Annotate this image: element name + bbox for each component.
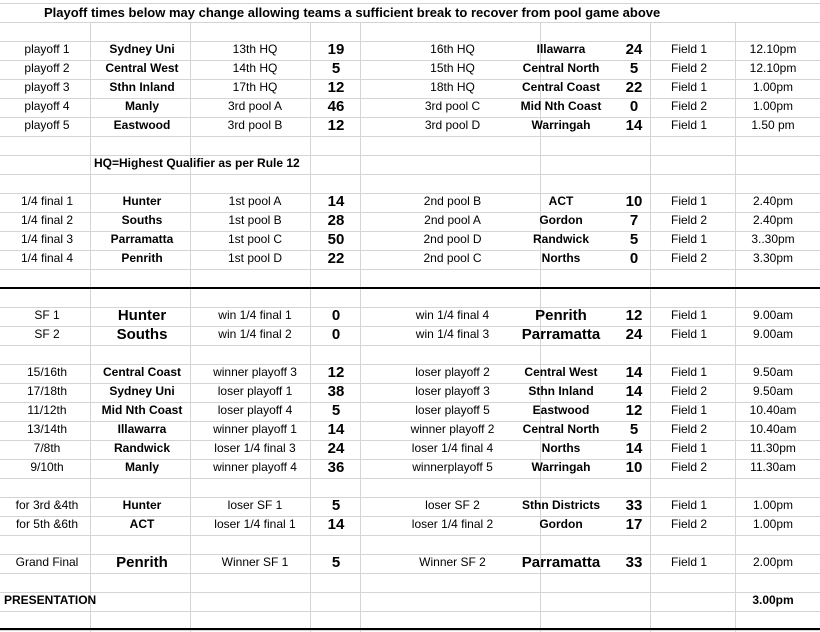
grid-hline [0,592,820,593]
quarter-finals-game-label: 1/4 final 2 [20,213,74,227]
playoffs-away-team: Warringah [531,118,591,132]
placings-home-score: 24 [327,440,345,457]
semi-finals-home-qualifier: win 1/4 final 1 [218,308,292,322]
playoffs-game-label: playoff 1 [24,42,70,56]
quarter-finals-away-team: Gordon [539,213,583,227]
quarter-finals-away-team: Norths [541,251,581,265]
semi-finals-away-score: 24 [625,326,643,343]
placings-away-team: Warringah [531,460,591,474]
quarter-finals-home-team: Souths [121,213,163,227]
playoffs-field-label: Field 1 [670,42,708,56]
minor-finals-field-label: Field 2 [670,517,708,531]
minor-finals-home-qualifier: loser SF 1 [227,498,283,512]
grid-vline [735,22,736,632]
quarter-finals-away-score: 5 [629,231,639,248]
playoffs-home-score: 12 [327,79,345,96]
semi-finals-game-label: SF 1 [34,308,60,322]
minor-finals-away-qualifier: loser SF 2 [425,498,480,512]
placings-field-label: Field 2 [670,384,708,398]
playoffs-home-score: 19 [327,41,345,58]
minor-finals-home-score: 14 [327,516,345,533]
quarter-finals-home-qualifier: 1st pool B [228,213,282,227]
grid-vline [360,22,361,632]
quarter-finals-field-label: Field 2 [670,213,708,227]
semi-finals-away-team: Penrith [535,307,587,324]
quarter-finals-home-team: Parramatta [110,232,174,246]
playoffs-start-time: 12.10pm [749,42,797,56]
quarter-finals-away-qualifier: 2nd pool A [424,213,481,227]
semi-finals-away-score: 12 [625,307,643,324]
minor-finals-away-score: 17 [625,516,643,533]
playoffs-away-qualifier: 16th HQ [430,42,475,56]
placings-away-score: 14 [625,440,643,457]
grid-hline [0,174,820,175]
grand-final-home-team: Penrith [116,554,168,571]
playoffs-home-qualifier: 3rd pool A [227,99,283,113]
playoffs-away-score: 14 [625,117,643,134]
placings-field-label: Field 2 [670,422,708,436]
placings-game-label: 15/16th [26,365,68,379]
minor-finals-start-time: 1.00pm [752,517,794,531]
grand-final-game-label: Grand Final [15,555,79,569]
quarter-finals-home-qualifier: 1st pool C [227,232,283,246]
semi-finals-home-team: Hunter [117,307,167,324]
minor-finals-game-label: for 5th &6th [15,517,79,531]
playoffs-away-team: Mid Nth Coast [520,99,602,113]
placings-field-label: Field 1 [670,441,708,455]
placings-home-team: Mid Nth Coast [101,403,183,417]
placings-away-qualifier: winnerplayoff 5 [412,460,493,474]
quarter-finals-home-qualifier: 1st pool A [228,194,282,208]
placings-game-label: 9/10th [30,460,64,474]
playoffs-away-score: 0 [629,98,639,115]
grand-final-away-team: Parramatta [521,554,601,571]
placings-field-label: Field 1 [670,365,708,379]
quarter-finals-home-score: 14 [327,193,345,210]
minor-finals-home-qualifier: loser 1/4 final 1 [214,517,296,531]
placings-home-team: Manly [124,460,159,474]
quarter-finals-start-time: 3.30pm [752,251,794,265]
placings-home-qualifier: loser 1/4 final 3 [214,441,296,455]
playoffs-away-qualifier: 18th HQ [430,80,475,94]
semi-finals-home-qualifier: win 1/4 final 2 [218,327,292,341]
presentation-time: 3.00pm [752,593,794,607]
placings-home-qualifier: loser playoff 4 [217,403,293,417]
grid-hline [0,611,820,612]
semi-finals-home-score: 0 [331,326,341,343]
playoffs-away-team: Central Coast [521,80,601,94]
placings-away-score: 5 [629,421,639,438]
playoffs-home-qualifier: 14th HQ [232,61,278,75]
quarter-finals-home-qualifier: 1st pool D [227,251,283,265]
placings-game-label: 7/8th [33,441,61,455]
quarter-finals-field-label: Field 1 [670,194,708,208]
placings-away-qualifier: winner playoff 2 [410,422,495,436]
placings-away-team: Norths [541,441,581,455]
playoffs-game-label: playoff 4 [24,99,70,113]
grid-vline [310,22,311,632]
playoffs-home-team: Sydney Uni [109,42,175,56]
placings-field-label: Field 1 [670,403,708,417]
quarter-finals-away-score: 0 [629,250,639,267]
placings-game-label: 13/14th [26,422,68,436]
semi-finals-game-label: SF 2 [34,327,60,341]
playoffs-home-team: Sthn Inland [109,80,175,94]
grand-final-home-qualifier: Winner SF 1 [221,555,289,569]
placings-away-score: 14 [625,383,643,400]
quarter-finals-away-team: Randwick [532,232,589,246]
grid-hline [0,269,820,270]
placings-away-score: 14 [625,364,643,381]
quarter-finals-field-label: Field 1 [670,232,708,246]
semi-finals-field-label: Field 1 [670,327,708,341]
minor-finals-home-team: ACT [129,517,155,531]
page-title: Playoff times below may change allowing teams a sufficient break to recover from pool game above [44,5,661,20]
placings-away-score: 12 [625,402,643,419]
playoffs-away-team: Central North [522,61,600,75]
placings-game-label: 11/12th [27,403,67,417]
minor-finals-away-qualifier: loser 1/4 final 2 [411,517,494,531]
grid-hline [0,478,820,479]
semi-finals-start-time: 9.00am [752,327,794,341]
playoffs-field-label: Field 2 [670,99,708,113]
section-divider [0,287,820,289]
quarter-finals-away-qualifier: 2nd pool B [423,194,482,208]
semi-finals-home-score: 0 [331,307,341,324]
playoffs-home-team: Eastwood [113,118,171,132]
placings-home-team: Illawarra [117,422,167,436]
minor-finals-home-score: 5 [331,497,341,514]
grand-final-start-time: 2.00pm [752,555,794,569]
playoffs-start-time: 1.00pm [752,80,794,94]
placings-start-time: 9.50am [752,365,794,379]
quarter-finals-home-team: Hunter [122,194,162,208]
placings-home-score: 38 [327,383,345,400]
placings-away-team: Eastwood [532,403,590,417]
playoffs-game-label: playoff 2 [24,61,70,75]
quarter-finals-home-team: Penrith [121,251,163,265]
grand-final-field-label: Field 1 [670,555,708,569]
placings-start-time: 10.40am [749,403,797,417]
minor-finals-away-team: Gordon [539,517,583,531]
playoffs-home-score: 46 [327,98,345,115]
playoffs-start-time: 1.00pm [752,99,794,113]
grid-hline [0,630,820,631]
grid-hline [0,22,820,23]
grand-final-away-score: 33 [625,554,643,571]
playoffs-away-team: Illawarra [536,42,586,56]
semi-finals-field-label: Field 1 [670,308,708,322]
playoffs-away-qualifier: 15th HQ [430,61,475,75]
presentation-label: PRESENTATION [4,593,97,607]
playoffs-home-team: Central West [105,61,179,75]
playoffs-start-time: 1.50 pm [751,118,795,132]
minor-finals-field-label: Field 1 [670,498,708,512]
playoffs-game-label: playoff 5 [24,118,70,132]
playoffs-start-time: 12.10pm [749,61,797,75]
placings-game-label: 17/18th [26,384,68,398]
playoffs-away-qualifier: 3rd pool D [424,118,481,132]
playoffs-field-label: Field 1 [670,118,708,132]
quarter-finals-field-label: Field 2 [670,251,708,265]
placings-home-qualifier: winner playoff 1 [213,422,297,436]
quarter-finals-home-score: 28 [327,212,345,229]
grand-final-home-score: 5 [331,554,341,571]
playoffs-home-qualifier: 17th HQ [232,80,278,94]
quarter-finals-game-label: 1/4 final 3 [20,232,74,246]
placings-start-time: 11.30am [750,460,796,474]
placings-start-time: 9.50am [752,384,794,398]
minor-finals-home-team: Hunter [122,498,162,512]
grid-hline [0,535,820,536]
placings-home-qualifier: loser playoff 1 [217,384,293,398]
minor-finals-away-score: 33 [625,497,643,514]
semi-finals-away-qualifier: win 1/4 final 4 [415,308,490,322]
minor-finals-away-team: Sthn Districts [521,498,600,512]
playoffs-home-score: 5 [331,60,341,77]
playoffs-home-qualifier: 3rd pool B [227,118,283,132]
placings-home-team: Sydney Uni [109,384,175,398]
semi-finals-away-qualifier: win 1/4 final 3 [415,327,490,341]
placings-away-team: Central North [522,422,600,436]
semi-finals-home-team: Souths [116,326,168,343]
semi-finals-away-team: Parramatta [521,326,601,343]
grand-final-away-qualifier: Winner SF 2 [419,555,486,569]
placings-away-qualifier: loser playoff 2 [415,365,490,379]
placings-home-score: 12 [327,364,345,381]
playoffs-away-score: 22 [625,79,643,96]
placings-start-time: 11.30pm [750,441,796,455]
hq-note: HQ=Highest Qualifier as per Rule 12 [94,156,300,170]
minor-finals-start-time: 1.00pm [752,498,794,512]
playoffs-field-label: Field 1 [670,80,708,94]
quarter-finals-home-score: 50 [327,231,345,248]
quarter-finals-away-score: 7 [629,212,639,229]
placings-home-team: Central Coast [102,365,182,379]
playoffs-away-qualifier: 3rd pool C [424,99,481,113]
playoffs-away-score: 24 [625,41,643,58]
placings-away-qualifier: loser playoff 5 [415,403,490,417]
grid-hline [0,136,820,137]
placings-home-qualifier: winner playoff 4 [213,460,297,474]
placings-field-label: Field 2 [670,460,708,474]
quarter-finals-start-time: 3..30pm [751,232,795,246]
playoffs-home-team: Manly [124,99,159,113]
quarter-finals-home-score: 22 [327,250,345,267]
grid-hline [0,345,820,346]
playoffs-game-label: playoff 3 [24,80,70,94]
quarter-finals-start-time: 2.40pm [752,213,794,227]
quarter-finals-away-qualifier: 2nd pool C [423,251,482,265]
placings-start-time: 10.40am [749,422,797,436]
placings-away-qualifier: loser 1/4 final 4 [411,441,494,455]
quarter-finals-away-score: 10 [625,193,643,210]
playoffs-home-qualifier: 13th HQ [232,42,278,56]
placings-away-team: Central West [524,365,598,379]
placings-home-qualifier: winner playoff 3 [213,365,297,379]
quarter-finals-away-team: ACT [548,194,574,208]
quarter-finals-start-time: 2.40pm [752,194,794,208]
section-divider [0,628,820,630]
quarter-finals-away-qualifier: 2nd pool D [423,232,482,246]
quarter-finals-game-label: 1/4 final 1 [20,194,74,208]
placings-away-team: Sthn Inland [528,384,594,398]
placings-home-score: 5 [331,402,341,419]
placings-away-score: 10 [625,459,643,476]
playoffs-home-score: 12 [327,117,345,134]
placings-home-score: 14 [327,421,345,438]
minor-finals-game-label: for 3rd &4th [15,498,79,512]
placings-home-team: Randwick [113,441,170,455]
playoffs-field-label: Field 2 [670,61,708,75]
playoffs-away-score: 5 [629,60,639,77]
placings-away-qualifier: loser playoff 3 [415,384,490,398]
grid-hline [0,573,820,574]
semi-finals-start-time: 9.00am [752,308,794,322]
placings-home-score: 36 [327,459,345,476]
grid-vline [90,22,91,632]
quarter-finals-game-label: 1/4 final 4 [20,251,74,265]
